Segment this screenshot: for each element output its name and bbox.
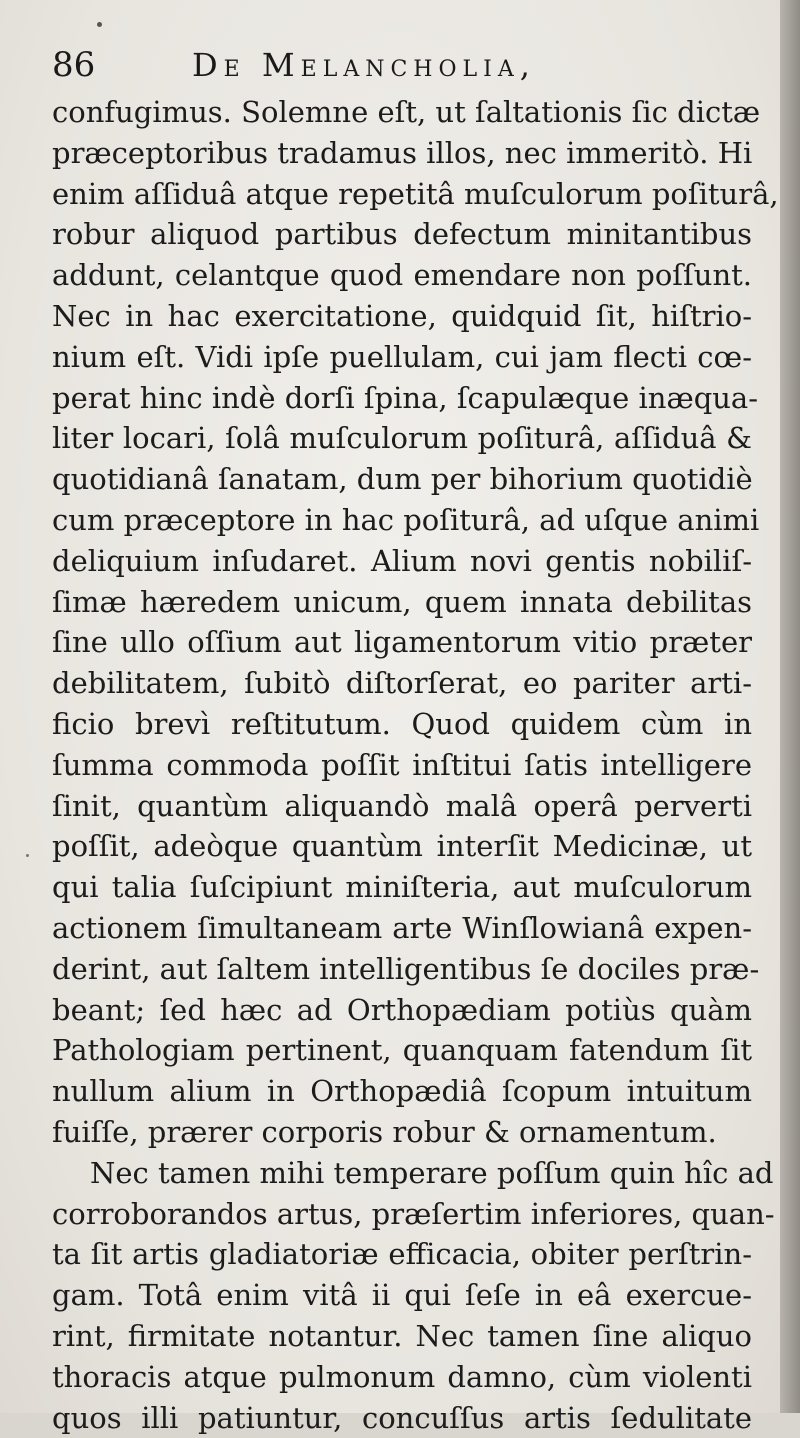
text-line: præceptoribus tradamus illos, nec immeritò. Hi (52, 133, 752, 174)
text-line: derint, aut ſaltem intelligentibus ſe dociles præ- (52, 949, 752, 990)
text-line: Pathologiam pertinent, quanquam fatendum ſit (52, 1030, 752, 1071)
text-line: gam. Totâ enim vitâ ii qui ſeſe in eâ exercue- (52, 1275, 752, 1316)
text-line: corroborandos artus, præſertim inferiores, quan- (52, 1194, 752, 1235)
text-line: enim aſſiduâ atque repetitâ muſculorum poſiturâ, (52, 174, 752, 215)
page-number: 86 (52, 40, 95, 90)
text-line: nullum alium in Orthopædiâ ſcopum intuitum (52, 1071, 752, 1112)
text-line: Nec in hac exercitatione, quidquid ſit, hiſtrio- (52, 296, 752, 337)
body-text (52, 92, 752, 1438)
text-line: actionem ſimultaneam arte Winſlowianâ expen- (52, 908, 752, 949)
text-line: thoracis atque pulmonum damno, cùm violenti (52, 1357, 752, 1398)
text-line: fuiſſe, prærer corporis robur & ornamentum. (52, 1112, 752, 1153)
page-edge-shadow (780, 0, 800, 1413)
ink-speck (26, 854, 29, 857)
text-line: rint, firmitate notantur. Nec tamen ſine aliquo (52, 1316, 752, 1357)
text-line: addunt, celantque quod emendare non poſſunt. (52, 255, 752, 296)
text-line: Nec tamen mihi temperare poſſum quin hîc ad (52, 1153, 752, 1194)
text-line: nium eſt. Vidi ipſe puellulam, cui jam flecti cœ- (52, 337, 752, 378)
running-title: De Melancholia, (192, 40, 536, 90)
text-line: ficio brevì reſtitutum. Quod quidem cùm in (52, 704, 752, 745)
text-line: qui talia ſuſcipiunt miniſteria, aut muſculorum (52, 867, 752, 908)
text-line: ſumma commoda poſſit inſtitui ſatis intelligere (52, 745, 752, 786)
text-line: beant; ſed hæc ad Orthopædiam potiùs quàm (52, 990, 752, 1031)
text-line: ſine ullo oſſium aut ligamentorum vitio præter (52, 622, 752, 663)
text-line: ta ſit artis gladiatoriæ efficacia, obiter perſtrin- (52, 1234, 752, 1275)
text-line: robur aliquod partibus defectum minitantibus (52, 214, 752, 255)
running-head (52, 40, 752, 90)
text-line: quotidianâ ſanatam, dum per bihorium quotidiè (52, 459, 752, 500)
text-line: poſſit, adeòque quantùm interſit Medicinæ, ut (52, 826, 752, 867)
text-line: perat hinc indè dorſi ſpina, ſcapulæque inæqua- (52, 378, 752, 419)
text-line: ſimæ hæredem unicum, quem innata debilitas (52, 582, 752, 623)
text-line: liter locari, ſolâ muſculorum poſiturâ, aſſiduâ & (52, 418, 752, 459)
ink-speck (97, 22, 102, 27)
text-line: ſinit, quantùm aliquandò malâ operâ perverti (52, 786, 752, 827)
text-line: confugimus. Solemne eſt, ut ſaltationis ſic dictæ (52, 92, 752, 133)
text-line: debilitatem, ſubitò diſtorſerat, eo pariter arti- (52, 663, 752, 704)
text-line: cum præceptore in hac poſiturâ, ad uſque animi (52, 500, 752, 541)
text-line: deliquium inſudaret. Alium novi gentis nobiliſ- (52, 541, 752, 582)
text-line: quos illi patiuntur, concuſſus artis ſedulitate (52, 1398, 752, 1438)
